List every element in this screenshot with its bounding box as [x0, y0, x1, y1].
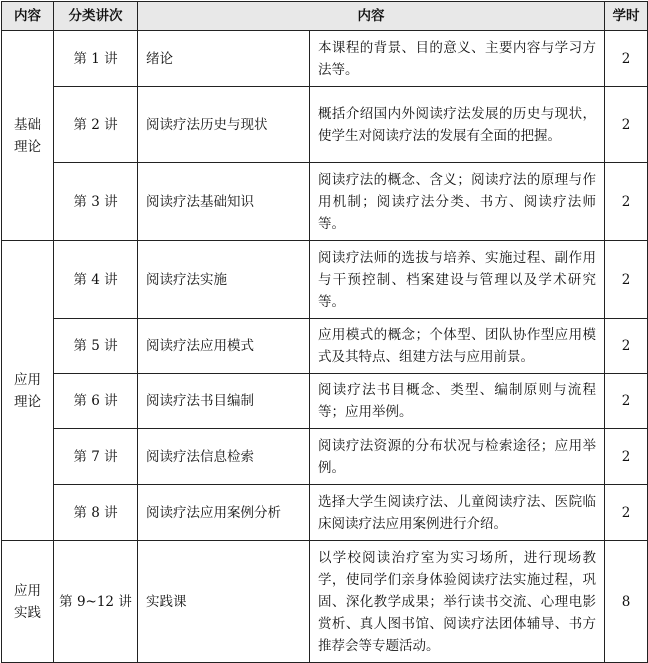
title-cell: 阅读疗法应用案例分析	[138, 485, 310, 541]
table-row	[2, 429, 648, 485]
title-cell: 阅读疗法实施	[138, 241, 310, 319]
lecture-cell: 第 6 讲	[54, 374, 138, 429]
table-row	[2, 241, 648, 319]
content-cell: 阅读疗法书目概念、类型、编制原则与流程等；应用举例。	[310, 374, 605, 429]
title-cell: 阅读疗法书目编制	[138, 374, 310, 429]
table-row	[2, 541, 648, 663]
table-row	[2, 31, 648, 87]
lecture-cell: 第 3 讲	[54, 163, 138, 241]
content-cell: 概括介绍国内外阅读疗法发展的历史与现状，使学生对阅读疗法的发展有全面的把握。	[310, 87, 605, 163]
hours-cell: 2	[605, 163, 648, 241]
lecture-cell: 第 5 讲	[54, 319, 138, 374]
hours-cell: 2	[605, 429, 648, 485]
table-row	[2, 374, 648, 429]
title-cell: 阅读疗法信息检索	[138, 429, 310, 485]
lecture-cell: 第 2 讲	[54, 87, 138, 163]
content-cell: 阅读疗法的概念、含义；阅读疗法的原理与作用机制；阅读疗法分类、书方、阅读疗法师等。	[310, 163, 605, 241]
table-row	[2, 485, 648, 541]
hours-cell: 2	[605, 87, 648, 163]
table-row	[2, 319, 648, 374]
hours-cell: 8	[605, 541, 648, 663]
course-schedule-table	[1, 1, 648, 663]
title-cell: 阅读疗法历史与现状	[138, 87, 310, 163]
header-hours: 学时	[605, 2, 648, 31]
title-cell: 实践课	[138, 541, 310, 663]
title-cell: 阅读疗法基础知识	[138, 163, 310, 241]
lecture-cell: 第 9~12 讲	[54, 541, 138, 663]
header-row	[2, 2, 648, 31]
title-cell: 阅读疗法应用模式	[138, 319, 310, 374]
content-cell: 应用模式的概念；个体型、团队协作型应用模式及其特点、组建方法与应用前景。	[310, 319, 605, 374]
hours-cell: 2	[605, 241, 648, 319]
content-cell: 选择大学生阅读疗法、儿童阅读疗法、医院临床阅读疗法应用案例进行介绍。	[310, 485, 605, 541]
header-content: 内容	[138, 2, 605, 31]
category-cell: 基础 理论	[2, 31, 54, 241]
content-cell: 以学校阅读治疗室为实习场所，进行现场教学，使同学们亲身体验阅读疗法实施过程，巩固、深化教学成果；举行读书交流、心理电影赏析、真人图书馆、阅读疗法团体辅导、书方推荐会等专题活动。	[310, 541, 605, 663]
table-row	[2, 87, 648, 163]
title-cell: 绪论	[138, 31, 310, 87]
header-category: 内容	[2, 2, 54, 31]
header-lecture: 分类讲次	[54, 2, 138, 31]
hours-cell: 2	[605, 31, 648, 87]
hours-cell: 2	[605, 374, 648, 429]
content-cell: 阅读疗法师的选拔与培养、实施过程、副作用与干预控制、档案建设与管理以及学术研究等。	[310, 241, 605, 319]
lecture-cell: 第 7 讲	[54, 429, 138, 485]
lecture-cell: 第 8 讲	[54, 485, 138, 541]
category-cell: 应用 实践	[2, 541, 54, 663]
content-cell: 阅读疗法资源的分布状况与检索途径；应用举例。	[310, 429, 605, 485]
table-row	[2, 163, 648, 241]
category-cell: 应用 理论	[2, 241, 54, 541]
hours-cell: 2	[605, 319, 648, 374]
lecture-cell: 第 1 讲	[54, 31, 138, 87]
hours-cell: 2	[605, 485, 648, 541]
content-cell: 本课程的背景、目的意义、主要内容与学习方法等。	[310, 31, 605, 87]
lecture-cell: 第 4 讲	[54, 241, 138, 319]
